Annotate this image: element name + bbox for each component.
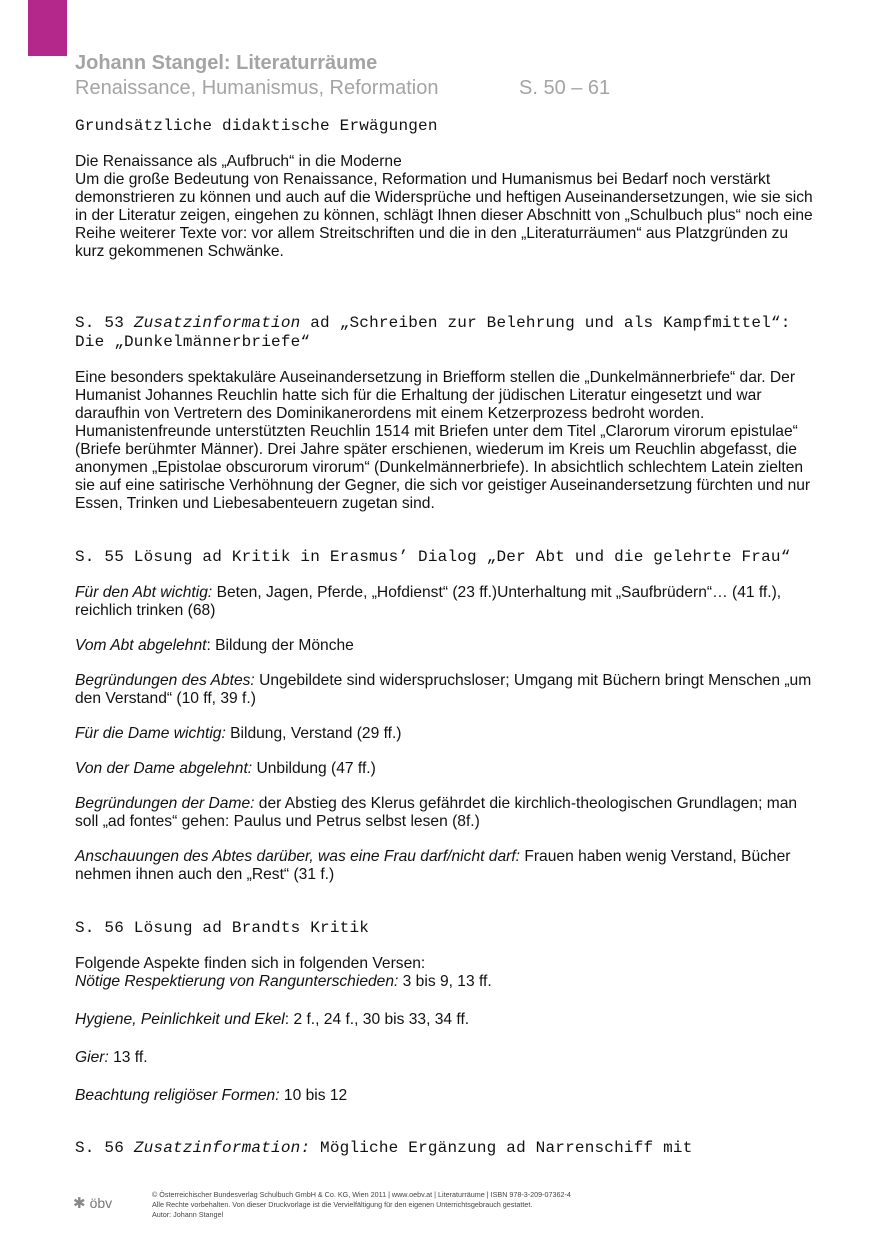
list-item: Gier: 13 ff. (75, 1049, 148, 1066)
footer-rights: Alle Rechte vorbehalten. Von dieser Druckvorlage ist die Vervielfältigung für den eigenen Unterrichtsgebrauch gestattet. (152, 1200, 533, 1209)
section-heading-erwaegungen: Grundsätzliche didaktische Erwägungen (75, 117, 438, 135)
section-subheading-aufbruch: Die Renaissance als „Aufbruch“ in die Moderne (75, 153, 402, 170)
list-item: Beachtung religiöser Formen: 10 bis 12 (75, 1087, 348, 1104)
paragraph-intro: Um die große Bedeutung von Renaissance, Reformation und Humanismus bei Bedarf noch verstärkt demonstrieren zu können und auch auf die Widersprüche und heftigen Auseinandersetzungen, wie sie sich in der Literatur zeigen, eingehen zu können, schlägt Ihnen dieser Abschnitt von „Schulbuch plus“ noch eine Reihe weiterer Texte vor: vor allem Streitschriften und die in den „Literaturräumen“ aus Platzgründen zu kurz gekommenen Schwänke. (75, 171, 813, 260)
page-footer (0, 1186, 890, 1226)
oebv-logo: ✱ öbv (73, 1195, 113, 1212)
document-body (75, 117, 815, 1158)
list-item: Nötige Respektierung von Rangunterschieden: 3 bis 9, 13 ff. (75, 973, 492, 990)
list-item: Begründungen der Dame: der Abstieg des Klerus gefährdet die kirchlich-theologischen Grundlagen; man soll „ad fontes“ gehen: Paulus und Petrus selbst lesen (8f.) (75, 795, 798, 830)
document-title: Johann Stangel: Literaturräume (75, 52, 378, 74)
footer-legal (152, 1190, 812, 1220)
list-item: Anschauungen des Abtes darüber, was eine Frau darf/nicht darf: Frauen haben wenig Verstand, Bücher nehmen ihnen auch den „Rest“ (31 f.) (75, 848, 791, 883)
footer-author: Autor: Johann Stangel (152, 1210, 224, 1219)
list-item: Vom Abt abgelehnt: Bildung der Mönche (75, 637, 354, 654)
page-range: S. 50 – 61 (519, 77, 611, 99)
list-item: Begründungen des Abtes: Ungebildete sind widerspruchsloser; Umgang mit Büchern bringt Menschen „um den Verstand“ (10 ff, 39 f.) (75, 672, 812, 707)
list-item: Für den Abt wichtig: Beten, Jagen, Pferde, „Hofdienst“ (23 ff.)Unterhaltung mit „Saufbrüdern“… (41 ff.), reichlich trinken (68) (75, 584, 782, 619)
section-heading-dunkelmaenner: S. 53 Zusatzinformation ad „Schreiben zur Belehrung und als Kampfmittel“: Die „Dunkelmännerbriefe“ (75, 314, 791, 351)
asterisk-icon: ✱ (73, 1195, 86, 1212)
section-heading-erasmus: S. 55 Lösung ad Kritik in Erasmus’ Dialog „Der Abt und die gelehrte Frau“ (75, 548, 791, 566)
paragraph-dunkelmaenner: Eine besonders spektakuläre Auseinandersetzung in Briefform stellen die „Dunkelmännerbriefe“ dar. Der Humanist Johannes Reuchlin hatte sich für die Erhaltung der jüdischen Literatur eingesetzt und war daraufhin von Vertretern des Dominikanerordens mit einem Ketzerprozess bedroht worden. Humanistenfreunde unterstützten Reuchlin 1514 mit Briefen unter dem Titel „Clarorum virorum epistulae“ (Briefe berühmter Männer). Drei Jahre später erschienen, wiederum im Kreis um Reuchlin abgefasst, die anonymen „Epistolae obscurorum virorum“ (Dunkelmännerbriefe). In absichtlich schlechtem Latein zielten sie auf eine satirische Verhöhnung der Gegner, die sich vor geistiger Auseinandersetzung fürchten und nur Essen, Trinken und Liebesabenteuern zugetan sind. (75, 369, 811, 512)
list-item: Hygiene, Peinlichkeit und Ekel: 2 f., 24 f., 30 bis 33, 34 ff. (75, 1011, 470, 1028)
document-subtitle: Renaissance, Humanismus, Reformation (75, 77, 439, 99)
list-item: Für die Dame wichtig: Bildung, Verstand (29 ff.) (75, 725, 402, 742)
section-heading-narrenschiff: S. 56 Zusatzinformation: Mögliche Ergänzung ad Narrenschiff mit (75, 1139, 693, 1157)
footer-copyright: © Österreichischer Bundesverlag Schulbuch GmbH & Co. KG, Wien 2011 | www.oebv.at | Literaturräume | ISBN 978-3-209-07362-4 (152, 1190, 571, 1199)
list-item: Von der Dame abgelehnt: Unbildung (47 ff.) (75, 760, 376, 777)
paragraph-brandt-intro: Folgende Aspekte finden sich in folgenden Versen: (75, 955, 426, 972)
section-heading-brandt: S. 56 Lösung ad Brandts Kritik (75, 919, 370, 937)
magenta-corner-tab (28, 0, 67, 56)
